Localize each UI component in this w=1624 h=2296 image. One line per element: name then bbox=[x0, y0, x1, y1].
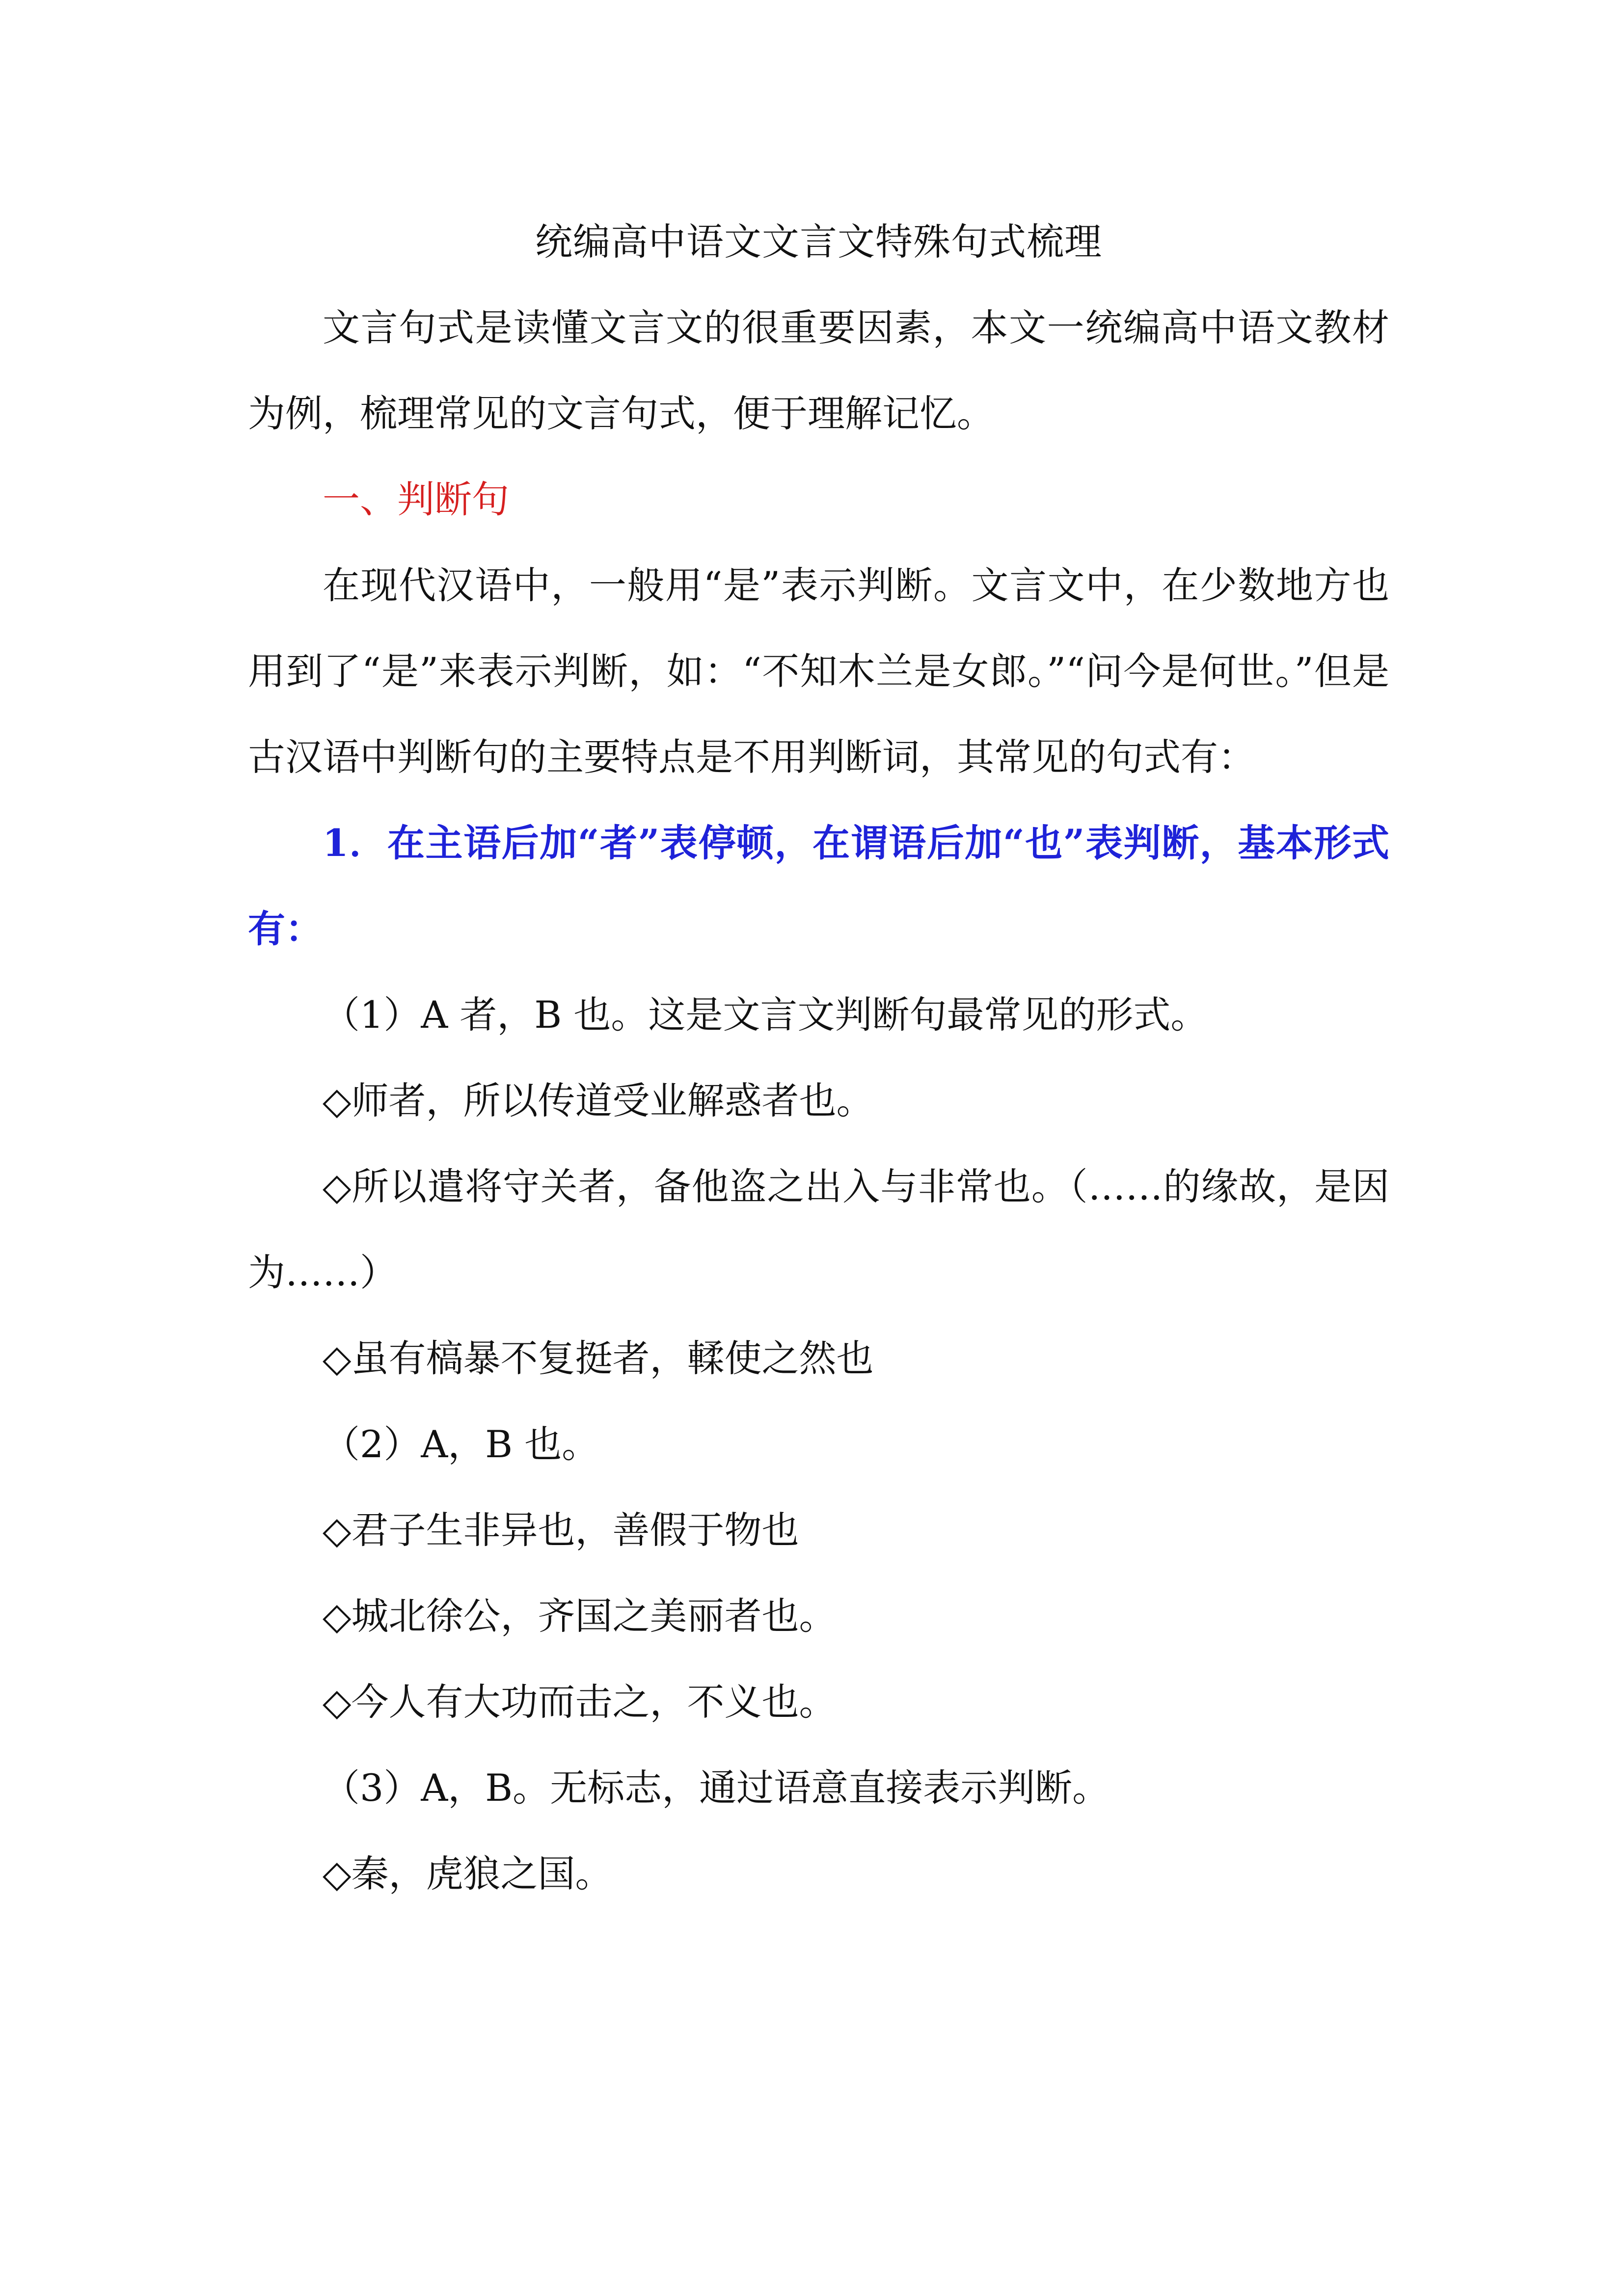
subheading: 1．在主语后加“者”表停顿，在谓语后加“也”表判断，基本形式有： bbox=[248, 821, 1389, 951]
document-title: 统编高中语文文言文特殊句式梳理 bbox=[535, 220, 1102, 264]
example-line: ◇君子生非异也，善假于物也 bbox=[323, 1508, 799, 1552]
section-intro-paragraph: 在现代汉语中，一般用“是”表示判断。文言文中，在少数地方也用到了“是”来表示判断，如：“不知木兰是女郎。”“问今是何世。”但是古汉语中判断句的主要特点是不用判断词，其常见的句式有： bbox=[248, 563, 1389, 779]
example-line: ◇城北徐公，齐国之美丽者也。 bbox=[323, 1594, 837, 1638]
example-line: ◇所以遣将守关者，备他盗之出入与非常也。（……的缘故，是因为……） bbox=[248, 1165, 1389, 1294]
example-line: ◇今人有大功而击之，不义也。 bbox=[323, 1680, 837, 1724]
example-line: ◇虽有槁暴不复挺者，輮使之然也 bbox=[323, 1336, 874, 1380]
document-body bbox=[248, 199, 1389, 1917]
intro-paragraph: 文言句式是读懂文言文的很重要因素，本文一统编高中语文教材为例，梳理常见的文言句式，便于理解记忆。 bbox=[248, 306, 1389, 435]
form-1-label: （1）A 者，B 也。这是文言文判断句最常见的形式。 bbox=[323, 993, 1208, 1037]
form-2-label: （2）A，B 也。 bbox=[323, 1422, 599, 1466]
example-line: ◇师者，所以传道受业解惑者也。 bbox=[323, 1079, 874, 1122]
example-line: ◇秦，虎狼之国。 bbox=[323, 1852, 613, 1896]
section-heading: 一、判断句 bbox=[323, 478, 509, 521]
form-3-label: （3）A，B。无标志，通过语意直接表示判断。 bbox=[323, 1766, 1110, 1810]
